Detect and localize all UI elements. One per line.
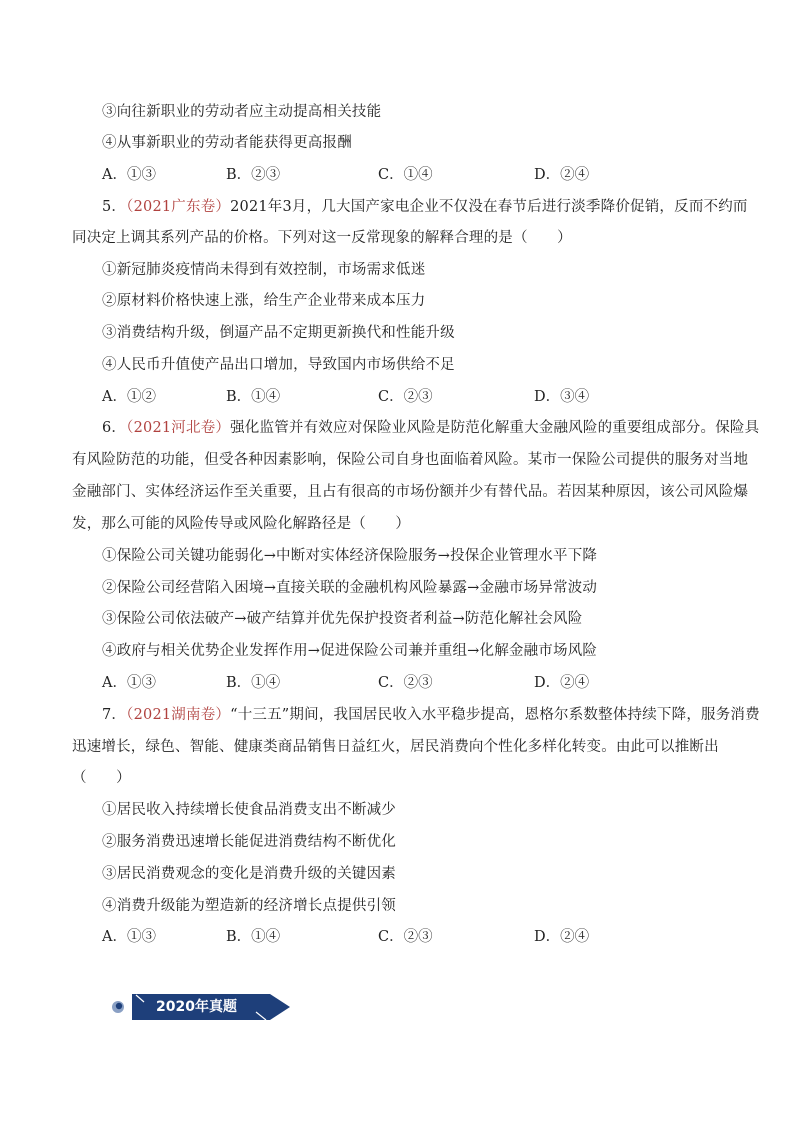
q6-stem-line-2: 有风险防范的功能，但受各种因素影响，保险公司自身也面临着风险。某市一保险公司提供的服务对当地 <box>72 452 749 468</box>
q4-choice-a[interactable]: A．①③ <box>102 167 156 183</box>
q7-statement-2: ②服务消费迅速增长能促进消费结构不断优化 <box>102 834 396 850</box>
q6-choice-b[interactable]: B．①④ <box>226 675 281 691</box>
q4-choice-b[interactable]: B．②③ <box>226 167 281 183</box>
q5-source: （2021广东卷） <box>126 199 231 215</box>
q6-choice-d[interactable]: D．②④ <box>534 675 590 691</box>
q7-choice-c[interactable]: C．②③ <box>378 929 433 945</box>
q5-stem-line-2: 同决定上调其系列产品的价格。下列对这一反常现象的解释合理的是（ ） <box>72 230 572 246</box>
q5-choice-b[interactable]: B．①④ <box>226 389 281 405</box>
q7-stem-text-1: “十三五”期间，我国居民收入水平稳步提高，恩格尔系数整体持续下降，服务消费 <box>230 707 760 723</box>
q6-number: 6． <box>102 420 127 436</box>
q7-choice-a[interactable]: A．①③ <box>102 929 156 945</box>
section-banner <box>108 992 298 1022</box>
q4-choice-d[interactable]: D．②④ <box>534 167 590 183</box>
q5-stem-text-1: 2021年3月，几大国产家电企业不仅没在春节后进行淡季降价促销，反而不约而 <box>230 199 748 215</box>
q7-number: 7． <box>102 707 127 723</box>
q5-stem-line-1 <box>102 197 748 217</box>
q6-statement-2: ②保险公司经营陷入困境→直接关联的金融机构风险暴露→金融市场异常波动 <box>102 580 598 596</box>
q6-statement-4: ④政府与相关优势企业发挥作用→促进保险公司兼并重组→化解金融市场风险 <box>102 643 598 659</box>
q4-choices <box>102 165 702 185</box>
q5-statement-3: ③消费结构升级，倒逼产品不定期更新换代和性能升级 <box>102 325 455 341</box>
section-banner-label: 2020年真题 <box>156 999 237 1015</box>
q6-stem-line-1 <box>102 418 759 438</box>
q5-number: 5． <box>102 199 127 215</box>
q6-stem-text-1: 强化监管并有效应对保险业风险是防范化解重大金融风险的重要组成部分。保险具 <box>230 420 760 436</box>
q7-statement-3: ③居民消费观念的变化是消费升级的关键因素 <box>102 866 396 882</box>
q5-statement-1: ①新冠肺炎疫情尚未得到有效控制，市场需求低迷 <box>102 262 426 278</box>
q5-statement-4: ④人民币升值使产品出口增加，导致国内市场供给不足 <box>102 357 455 373</box>
q7-statement-4: ④消费升级能为塑造新的经济增长点提供引领 <box>102 898 396 914</box>
q4-statement-4: ④从事新职业的劳动者能获得更高报酬 <box>102 135 352 151</box>
q5-choice-d[interactable]: D．③④ <box>534 389 590 405</box>
q6-choice-a[interactable]: A．①③ <box>102 675 156 691</box>
q7-stem-line-3: （ ） <box>72 770 131 786</box>
q7-choice-b[interactable]: B．①④ <box>226 929 281 945</box>
q5-choice-a[interactable]: A．①② <box>102 389 156 405</box>
q7-stem-line-2: 迅速增长，绿色、智能、健康类商品销售日益红火，居民消费向个性化多样化转变。由此可以推断出 <box>72 739 719 755</box>
q7-stem-line-1 <box>102 705 760 725</box>
q6-choices <box>102 673 702 693</box>
q6-source: （2021河北卷） <box>126 420 231 436</box>
q5-choices <box>102 387 702 407</box>
q6-stem-line-4: 发，那么可能的风险传导或风险化解路径是（ ） <box>72 516 411 532</box>
q4-choice-c[interactable]: C．①④ <box>378 167 433 183</box>
q7-source: （2021湖南卷） <box>126 707 231 723</box>
q5-choice-c[interactable]: C．②③ <box>378 389 433 405</box>
q7-choices <box>102 927 702 947</box>
q6-stem-line-3: 金融部门、实体经济运作至关重要，且占有很高的市场份额并少有替代品。若因某种原因，该公司风险爆 <box>72 484 749 500</box>
q7-statement-1: ①居民收入持续增长使食品消费支出不断减少 <box>102 802 396 818</box>
q6-choice-c[interactable]: C．②③ <box>378 675 433 691</box>
q4-statement-3: ③向往新职业的劳动者应主动提高相关技能 <box>102 104 382 120</box>
q6-statement-3: ③保险公司依法破产→破产结算并优先保护投资者利益→防范化解社会风险 <box>102 611 583 627</box>
q5-statement-2: ②原材料价格快速上涨，给生产企业带来成本压力 <box>102 293 426 309</box>
q7-choice-d[interactable]: D．②④ <box>534 929 590 945</box>
q6-statement-1: ①保险公司关键功能弱化→中断对实体经济保险服务→投保企业管理水平下降 <box>102 548 598 564</box>
